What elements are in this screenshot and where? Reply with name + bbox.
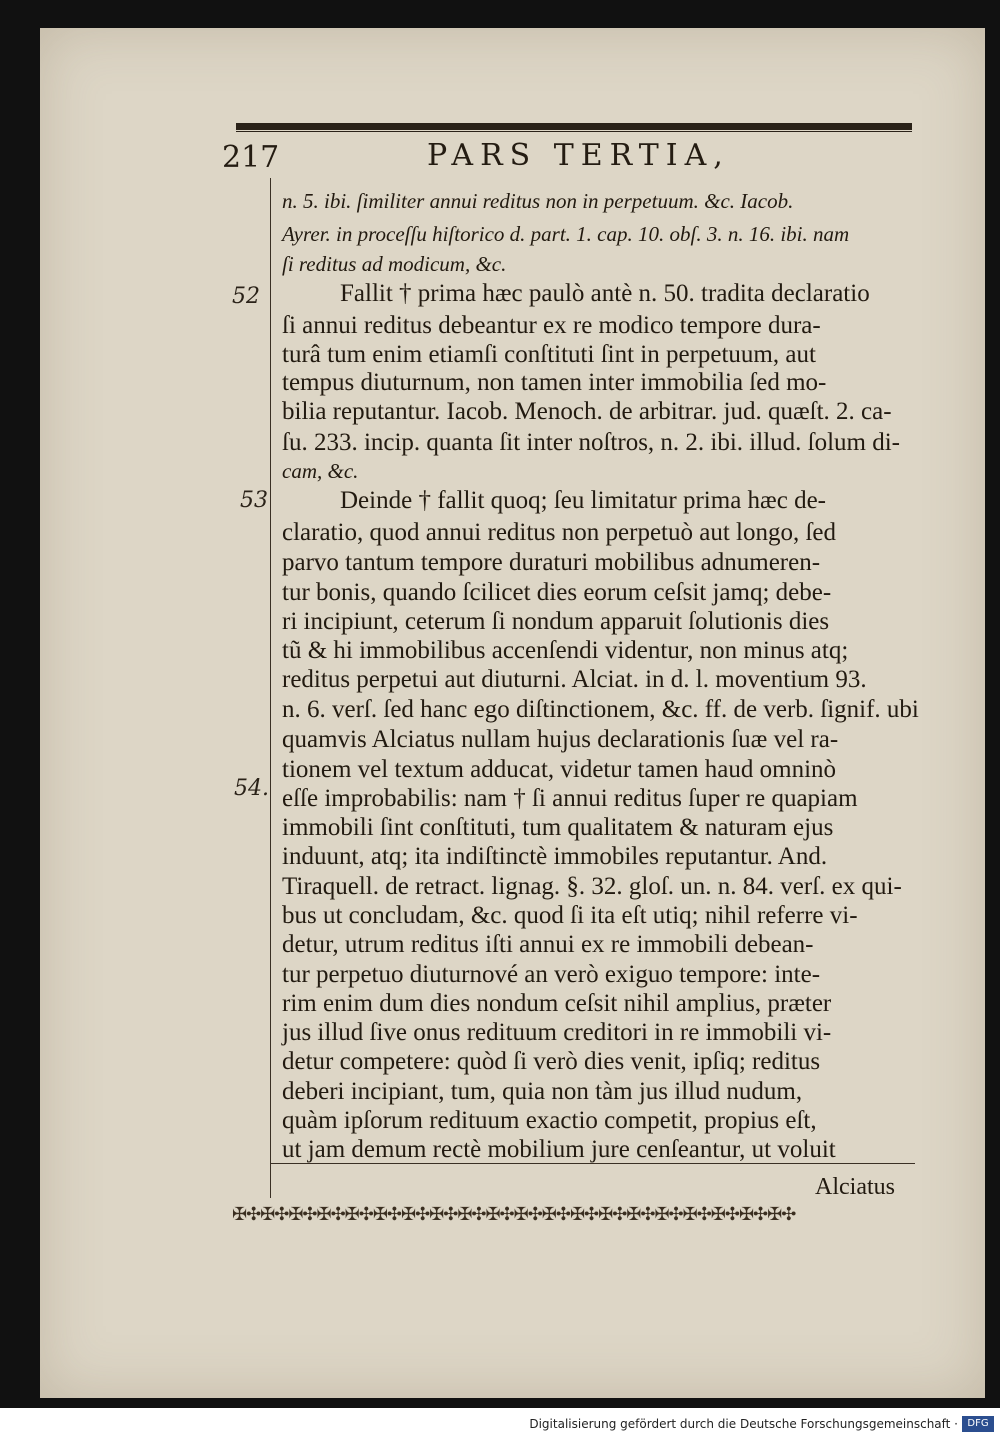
text-line: turâ tum enim etiamſi conſtituti ſint in perpetuum, aut [282,341,816,368]
page-number: 217 [222,140,280,175]
ornament-border: ✠✣✠✣✠✣✠✣✠✣✠✣✠✣✠✣✠✣✠✣✠✣✠✣✠✣✠✣✠✣✠✣✠✣✠✣✠✣✠✣ [232,1204,796,1225]
text-line: quamvis Alciatus nullam hujus declarationis ſuæ vel ra- [282,726,839,753]
dfg-logo: DFG [962,1416,994,1432]
text-line: tũ & hi immobilibus accenſendi videntur, non minus atq; [282,637,849,664]
text-line: parvo tantum tempore duraturi mobilibus adnumeren- [282,549,821,576]
text-line: Ayrer. in proceſſu hiſtorico d. part. 1. cap. 10. obſ. 3. n. 16. ibi. nam [282,222,850,246]
digitization-footer [0,1408,1000,1443]
text-line: bilia reputantur. Iacob. Menoch. de arbitrar. jud. quæſt. 2. ca- [282,398,892,425]
text-line: Deinde † fallit quoq; ſeu limitatur prima hæc de- [340,487,826,514]
text-line: detur, utrum reditus iſti annui ex re immobili debean- [282,931,814,958]
page-header [222,138,922,178]
text-line: ſi annui reditus debeantur ex re modico tempore dura- [282,312,821,339]
text-line: n. 6. verſ. ſed hanc ego diſtinctionem, &c. ff. de verb. ſignif. ubi [282,696,919,723]
bottom-rule [270,1163,915,1164]
text-line: deberi incipiant, tum, quia non tàm jus illud nudum, [282,1078,803,1105]
header-rule [236,123,912,130]
text-line: reditus perpetui aut diuturni. Alciat. in d. l. moventium 93. [282,666,867,693]
text-line: ſi reditus ad modicum, &c. [282,252,507,276]
margin-rule [270,178,271,1198]
margin-number-54: 54. [234,776,269,801]
text-line: ut jam demum rectè mobilium jure cenſeantur, ut voluit [282,1136,836,1163]
funding-note: Digitalisierung gefördert durch die Deutsche Forschungsgemeinschaft · [529,1417,958,1431]
text-line: immobili ſint conſtituti, tum qualitatem & naturam ejus [282,814,834,841]
text-line: rim enim dum dies nondum ceſsit nihil amplius, præter [282,990,832,1017]
text-line: ri incipiunt, ceterum ſi nondum apparuit ſolutionis dies [282,608,830,635]
text-line: tur perpetuo diuturnové an verò exiguo tempore: inte- [282,961,821,988]
text-line: tempus diuturnum, non tamen inter immobilia ſed mo- [282,369,827,396]
text-line: bus ut concludam, &c. quod ſi ita eſt utiq; nihil referre vi- [282,902,858,929]
header-rule-thin [236,131,912,132]
text-line: induunt, atq; ita indiſtinctè immobiles reputantur. And. [282,843,828,870]
text-line: jus illud ſive onus redituum creditori in re immobili vi- [282,1019,832,1046]
text-line: Fallit † prima hæc paulò antè n. 50. tradita declaratio [340,280,870,307]
text-line: tionem vel textum adducat, videtur tamen haud omninò [282,756,837,783]
running-head: PARS TERTIA, [427,138,730,173]
text-line: Tiraquell. de retract. lignag. §. 32. gloſ. un. n. 84. verſ. ex qui- [282,873,902,900]
text-line: claratio, quod annui reditus non perpetuò aut longo, ſed [282,519,837,546]
text-line: ſu. 233. incip. quanta ſit inter noſtros, n. 2. ibi. illud. ſolum di- [282,429,901,456]
catchword: Alciatus [815,1174,895,1200]
text-line: detur competere: quòd ſi verò dies venit, ipſiq; reditus [282,1048,821,1075]
text-line: n. 5. ibi. ſimiliter annui reditus non in perpetuum. &c. Iacob. [282,189,794,213]
text-line: eſſe improbabilis: nam † ſi annui reditus ſuper re quapiam [282,785,858,812]
text-line: tur bonis, quando ſcilicet dies eorum ceſsit jamq; debe- [282,579,832,606]
margin-number-52: 52 [232,284,260,309]
margin-number-53: 53 [240,488,268,513]
text-line: cam, &c. [282,459,359,483]
text-line: quàm ipſorum redituum exactio competit, propius eſt, [282,1107,817,1134]
